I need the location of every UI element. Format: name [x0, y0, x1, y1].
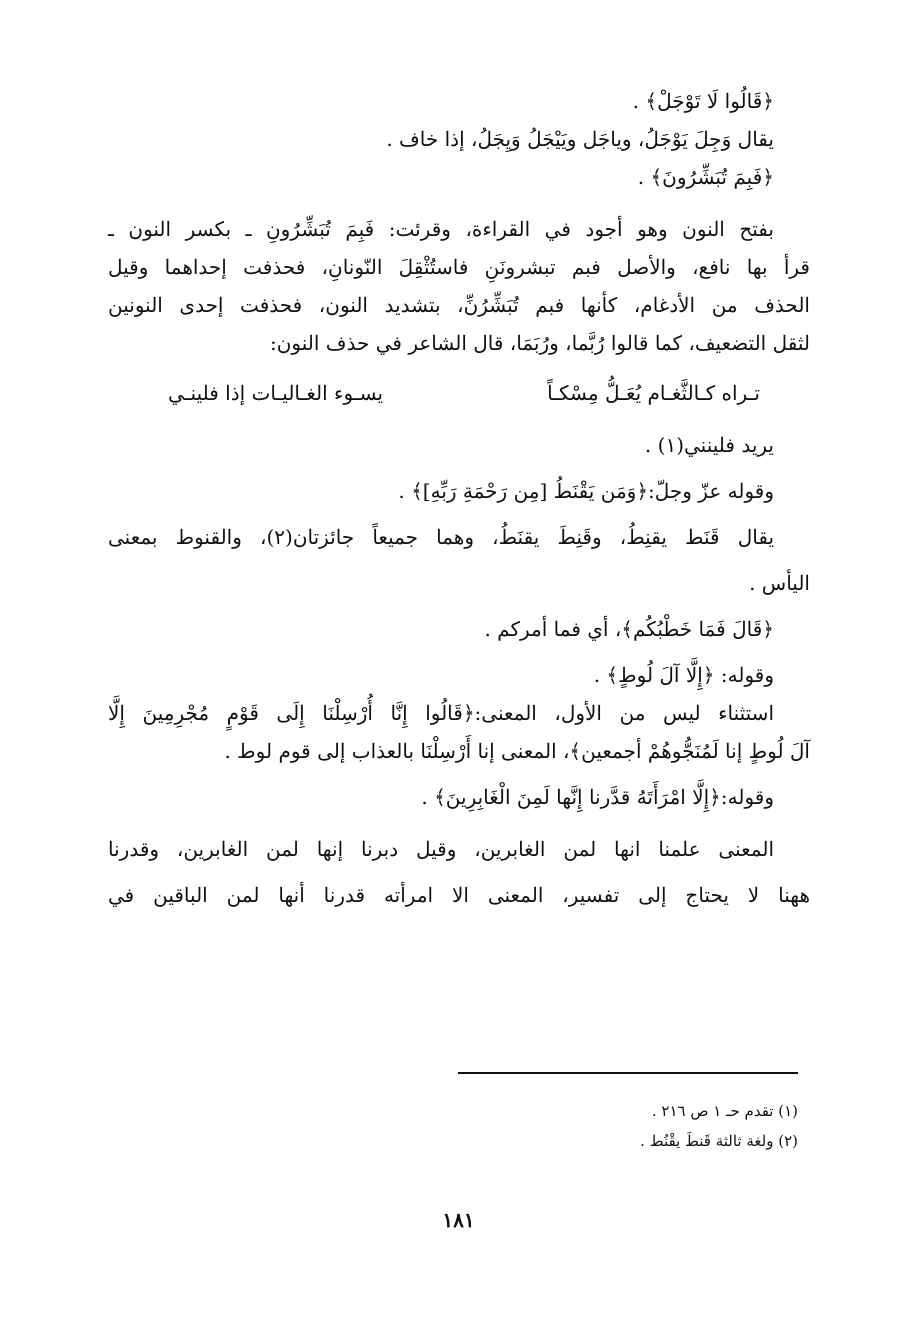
text-line-9: وقوله عزّ وجلّ:﴿وَمَن يَقْنَطُ [مِن رَحْمَةِ رَبِّهِ]﴾ .: [398, 479, 774, 503]
text-line-6: الحذف من الأدغام، كأنها فبم تُبَشِّرُنِّ، بتشديد النون، فحذفت إحدى النونين: [108, 293, 810, 317]
verse-first-hemistich: تـراه كـالثَّغـام يُعَـلُّ مِسْكـاً: [547, 381, 760, 405]
text-line-15: آلَ لُوطٍ إنا لَمُنَجُّوهُمْ أجمعين﴾، المعنى إنا أَرْسِلْنَا بالعذاب إلى قوم لوط .: [224, 739, 810, 763]
page-number: ١٨١: [442, 1208, 475, 1232]
text-line-3: ﴿فَبِمَ تُبَشِّرُونَ﴾ .: [637, 165, 774, 189]
footnote-2: (٢) ولغة ثالثة قَنطَ يقْنُط .: [640, 1132, 798, 1150]
text-line-2: يقال وَجِلَ يَوْجَلُ، وياجَل ويَيْجَلُ وَيِجَلُ، إذا خاف .: [386, 127, 774, 151]
footnote-divider: [458, 1072, 798, 1074]
text-line-4: بفتح النون وهو أجود في القراءة، وقرئت: فَبِمَ تُبَشِّرُونِ ـ بكسر النون ـ: [108, 217, 774, 241]
poetry-verse: [108, 374, 810, 412]
text-line-10: يقال قَنَط يقنِطُ، وقَنِطَ يقنَطُ، وهما جميعاً جائزتان(٢)، والقنوط بمعنى: [108, 525, 775, 549]
text-line-16: وقوله:﴿إِلَّا امْرَأَتَهُ قدَّرنا إِنَّها لَمِنَ الْغَابِرِينَ﴾ .: [421, 785, 774, 809]
text-line-1: ﴿قَالُوا لَا تَوْجَلْ﴾ .: [632, 89, 774, 113]
text-line-7: لثقل التضعيف، كما قالوا رُبَّما، ورُبَمَا، قال الشاعر في حذف النون:: [270, 331, 810, 355]
page-body: [108, 82, 810, 914]
footnotes: [108, 1096, 798, 1156]
text-line-14: استثناء ليس من الأول، المعنى:﴿قَالُوا إِنَّا أُرْسِلْنَا إِلَى قَوْمٍ مُجْرِمِينَ إِلَّا: [108, 701, 774, 725]
text-line-13: وقوله: ﴿إِلَّا آلَ لُوطٍ﴾ .: [593, 663, 774, 687]
text-line-18: ههنا لا يحتاج إلى تفسير، المعنى الا امرأته قدرنا أنها لمن الباقين في: [108, 883, 810, 907]
text-line-11: اليأس .: [749, 571, 810, 595]
verse-second-hemistich: يسـوء الغـاليـات إذا فلينـي: [168, 381, 384, 405]
text-line-17: المعنى علمنا انها لمن الغابرين، وقيل دبرنا إنها لمن الغابرين، وقدرنا: [108, 837, 774, 861]
footnote-1: (١) تقدم حـ ١ ص ٢١٦ .: [651, 1102, 798, 1120]
text-line-8: يريد فلينني(١) .: [644, 433, 774, 457]
text-line-12: ﴿قَالَ فَمَا خَطْبُكُم﴾، أي فما أمركم .: [484, 617, 774, 641]
text-line-5: قرأ بها نافع، والأصل فبم تبشرونَنِ فاستُثْقِلَ النّونانِ، فحذفت إحداهما وقيل: [108, 255, 810, 279]
